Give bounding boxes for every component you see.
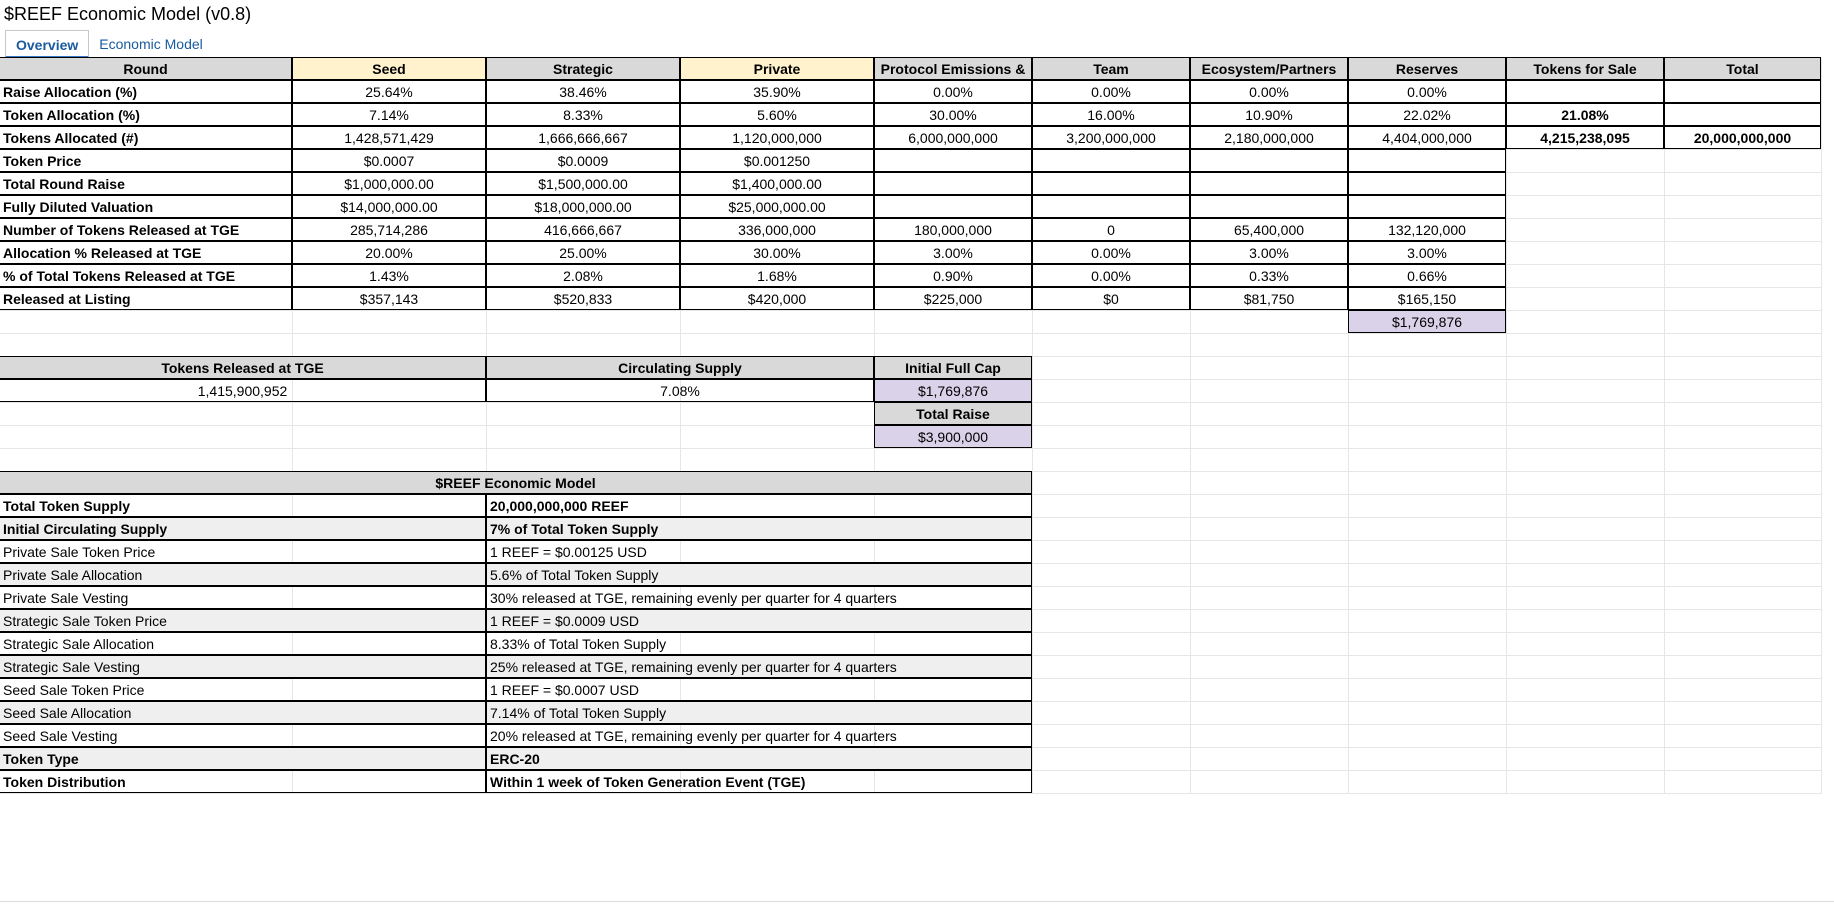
table-cell[interactable]: 4,215,238,095 bbox=[1506, 126, 1664, 149]
column-header[interactable]: Seed bbox=[292, 57, 486, 80]
empty-cell[interactable] bbox=[875, 449, 1033, 472]
empty-cell[interactable] bbox=[293, 426, 487, 449]
table-cell[interactable]: 22.02% bbox=[1348, 103, 1506, 126]
row-label[interactable]: Token Allocation (%) bbox=[0, 103, 292, 126]
empty-cell[interactable] bbox=[487, 334, 681, 357]
empty-cell[interactable] bbox=[1507, 518, 1665, 541]
empty-cell[interactable] bbox=[1191, 771, 1349, 794]
tab-overview[interactable]: Overview bbox=[5, 30, 89, 58]
table-cell[interactable]: 0.90% bbox=[874, 264, 1032, 287]
empty-cell[interactable] bbox=[1033, 357, 1191, 380]
empty-cell[interactable] bbox=[875, 334, 1033, 357]
table-cell[interactable] bbox=[1190, 172, 1348, 195]
empty-cell[interactable] bbox=[487, 449, 681, 472]
sheet-bottom-divider bbox=[0, 901, 1834, 902]
table-cell[interactable]: 0.00% bbox=[1348, 80, 1506, 103]
empty-cell[interactable] bbox=[1349, 771, 1507, 794]
empty-cell[interactable] bbox=[1033, 426, 1191, 449]
empty-cell[interactable] bbox=[0, 334, 293, 357]
empty-cell[interactable] bbox=[1665, 288, 1822, 311]
table-cell[interactable]: 0.00% bbox=[1032, 241, 1190, 264]
empty-cell[interactable] bbox=[1033, 495, 1191, 518]
empty-cell[interactable] bbox=[1349, 587, 1507, 610]
empty-cell[interactable] bbox=[487, 403, 681, 426]
table-cell[interactable] bbox=[1190, 195, 1348, 218]
row-label[interactable]: Tokens Allocated (#) bbox=[0, 126, 292, 149]
table-cell[interactable] bbox=[874, 149, 1032, 172]
table-cell[interactable]: $0 bbox=[1032, 287, 1190, 310]
table-cell[interactable]: 20,000,000,000 bbox=[1664, 126, 1821, 149]
empty-cell[interactable] bbox=[1191, 725, 1349, 748]
table-cell[interactable]: $0.0009 bbox=[486, 149, 680, 172]
econ-row-value[interactable]: 1 REEF = $0.0007 USD bbox=[486, 678, 1032, 701]
empty-cell[interactable] bbox=[1665, 748, 1822, 771]
empty-cell[interactable] bbox=[1033, 725, 1191, 748]
table-cell[interactable]: 1,428,571,429 bbox=[292, 126, 486, 149]
table-cell[interactable]: 1,666,666,667 bbox=[486, 126, 680, 149]
table-cell[interactable] bbox=[1664, 103, 1821, 126]
empty-cell[interactable] bbox=[1507, 495, 1665, 518]
column-header[interactable]: Ecosystem/Partners bbox=[1190, 57, 1348, 80]
empty-cell[interactable] bbox=[1507, 702, 1665, 725]
empty-cell[interactable] bbox=[1507, 472, 1665, 495]
table-cell[interactable]: 3.00% bbox=[874, 241, 1032, 264]
empty-cell[interactable] bbox=[1349, 472, 1507, 495]
table-cell[interactable]: 132,120,000 bbox=[1348, 218, 1506, 241]
table-cell[interactable] bbox=[1190, 149, 1348, 172]
empty-cell[interactable] bbox=[1191, 541, 1349, 564]
table-cell[interactable]: 0.00% bbox=[874, 80, 1032, 103]
econ-row-value[interactable]: 25% released at TGE, remaining evenly per quarter for 4 quarters bbox=[486, 655, 1032, 678]
empty-cell[interactable] bbox=[1191, 656, 1349, 679]
empty-cell[interactable] bbox=[1033, 403, 1191, 426]
econ-row-label[interactable]: Private Sale Allocation bbox=[0, 563, 486, 586]
table-cell[interactable]: $1,400,000.00 bbox=[680, 172, 874, 195]
tokens-released-header[interactable]: Tokens Released at TGE bbox=[0, 356, 486, 379]
empty-cell[interactable] bbox=[1507, 403, 1665, 426]
empty-cell[interactable] bbox=[1191, 610, 1349, 633]
empty-cell[interactable] bbox=[1665, 403, 1822, 426]
empty-cell[interactable] bbox=[1191, 357, 1349, 380]
econ-row-label[interactable]: Initial Circulating Supply bbox=[0, 517, 486, 540]
table-cell[interactable]: 3,200,000,000 bbox=[1032, 126, 1190, 149]
econ-row-value[interactable]: 5.6% of Total Token Supply bbox=[486, 563, 1032, 586]
empty-cell[interactable] bbox=[1033, 656, 1191, 679]
empty-cell[interactable] bbox=[1033, 380, 1191, 403]
column-header[interactable]: Total bbox=[1664, 57, 1821, 80]
table-cell[interactable]: $225,000 bbox=[874, 287, 1032, 310]
table-cell[interactable] bbox=[1032, 195, 1190, 218]
empty-cell[interactable] bbox=[1507, 426, 1665, 449]
empty-cell[interactable] bbox=[681, 403, 875, 426]
table-cell[interactable]: 1.43% bbox=[292, 264, 486, 287]
empty-cell[interactable] bbox=[1665, 357, 1822, 380]
econ-row-value[interactable]: 7% of Total Token Supply bbox=[486, 517, 1032, 540]
econ-row-value[interactable]: 7.14% of Total Token Supply bbox=[486, 701, 1032, 724]
empty-cell[interactable] bbox=[1349, 610, 1507, 633]
table-cell[interactable]: $14,000,000.00 bbox=[292, 195, 486, 218]
empty-cell[interactable] bbox=[293, 403, 487, 426]
empty-cell[interactable] bbox=[1665, 426, 1822, 449]
initial-full-cap-header[interactable]: Initial Full Cap bbox=[874, 356, 1032, 379]
table-cell[interactable]: 25.00% bbox=[486, 241, 680, 264]
table-cell[interactable]: 416,666,667 bbox=[486, 218, 680, 241]
empty-cell[interactable] bbox=[1191, 679, 1349, 702]
empty-cell[interactable] bbox=[1033, 610, 1191, 633]
empty-cell[interactable] bbox=[1349, 725, 1507, 748]
table-cell[interactable]: $165,150 bbox=[1348, 287, 1506, 310]
table-cell[interactable]: 38.46% bbox=[486, 80, 680, 103]
empty-cell[interactable] bbox=[0, 403, 293, 426]
row-label[interactable]: Fully Diluted Valuation bbox=[0, 195, 292, 218]
table-cell[interactable]: 1.68% bbox=[680, 264, 874, 287]
table-cell[interactable]: $0.0007 bbox=[292, 149, 486, 172]
table-cell[interactable]: 10.90% bbox=[1190, 103, 1348, 126]
table-cell[interactable] bbox=[1664, 80, 1821, 103]
empty-cell[interactable] bbox=[293, 311, 487, 334]
empty-cell[interactable] bbox=[1507, 633, 1665, 656]
empty-cell[interactable] bbox=[1507, 357, 1665, 380]
empty-cell[interactable] bbox=[1349, 449, 1507, 472]
empty-cell[interactable] bbox=[1665, 242, 1822, 265]
column-header[interactable]: Protocol Emissions & bbox=[874, 57, 1032, 80]
empty-cell[interactable] bbox=[1507, 380, 1665, 403]
empty-cell[interactable] bbox=[1507, 173, 1665, 196]
empty-cell[interactable] bbox=[1349, 748, 1507, 771]
table-cell[interactable]: 285,714,286 bbox=[292, 218, 486, 241]
sheet-tabs bbox=[5, 30, 213, 58]
table-cell[interactable]: 20.00% bbox=[292, 241, 486, 264]
empty-cell[interactable] bbox=[1507, 219, 1665, 242]
empty-cell[interactable] bbox=[1349, 495, 1507, 518]
column-header[interactable]: Round bbox=[0, 57, 292, 80]
initial-full-cap-value[interactable]: $1,769,876 bbox=[874, 379, 1032, 402]
empty-cell[interactable] bbox=[1033, 587, 1191, 610]
empty-cell[interactable] bbox=[1191, 518, 1349, 541]
empty-cell[interactable] bbox=[1507, 771, 1665, 794]
empty-cell[interactable] bbox=[1665, 449, 1822, 472]
table-cell[interactable]: 65,400,000 bbox=[1190, 218, 1348, 241]
table-cell[interactable]: 2.08% bbox=[486, 264, 680, 287]
empty-cell[interactable] bbox=[1033, 449, 1191, 472]
empty-cell[interactable] bbox=[1665, 610, 1822, 633]
empty-cell[interactable] bbox=[1665, 334, 1822, 357]
table-cell[interactable]: 0.00% bbox=[1032, 264, 1190, 287]
empty-cell[interactable] bbox=[1033, 771, 1191, 794]
econ-row-label[interactable]: Strategic Sale Allocation bbox=[0, 632, 486, 655]
row-label[interactable]: Released at Listing bbox=[0, 287, 292, 310]
econ-row-label[interactable]: Total Token Supply bbox=[0, 494, 486, 517]
empty-cell[interactable] bbox=[1349, 541, 1507, 564]
econ-row-value[interactable]: 20,000,000,000 REEF bbox=[486, 494, 1032, 517]
empty-cell[interactable] bbox=[681, 311, 875, 334]
empty-cell[interactable] bbox=[1191, 334, 1349, 357]
empty-cell[interactable] bbox=[1665, 219, 1822, 242]
empty-cell[interactable] bbox=[1507, 725, 1665, 748]
econ-row-label[interactable]: Private Sale Token Price bbox=[0, 540, 486, 563]
column-header[interactable]: Private bbox=[680, 57, 874, 80]
empty-cell[interactable] bbox=[1665, 702, 1822, 725]
econ-row-label[interactable]: Token Distribution bbox=[0, 770, 486, 793]
table-cell[interactable]: 35.90% bbox=[680, 80, 874, 103]
table-cell[interactable] bbox=[874, 172, 1032, 195]
row-label[interactable]: Total Round Raise bbox=[0, 172, 292, 195]
empty-cell[interactable] bbox=[1191, 380, 1349, 403]
empty-cell[interactable] bbox=[487, 311, 681, 334]
empty-cell[interactable] bbox=[1191, 587, 1349, 610]
empty-cell[interactable] bbox=[487, 426, 681, 449]
row-label[interactable]: Allocation % Released at TGE bbox=[0, 241, 292, 264]
spreadsheet-grid bbox=[0, 58, 1824, 798]
table-cell[interactable]: $357,143 bbox=[292, 287, 486, 310]
table-cell[interactable]: $81,750 bbox=[1190, 287, 1348, 310]
empty-cell[interactable] bbox=[1507, 265, 1665, 288]
empty-cell[interactable] bbox=[1191, 633, 1349, 656]
empty-cell[interactable] bbox=[0, 449, 293, 472]
circulating-supply-value[interactable]: 7.08% bbox=[486, 379, 874, 402]
table-cell[interactable]: 0.00% bbox=[1190, 80, 1348, 103]
table-cell[interactable]: 8.33% bbox=[486, 103, 680, 126]
table-cell[interactable]: 21.08% bbox=[1506, 103, 1664, 126]
empty-cell[interactable] bbox=[1507, 334, 1665, 357]
table-cell[interactable]: $25,000,000.00 bbox=[680, 195, 874, 218]
empty-cell[interactable] bbox=[1665, 633, 1822, 656]
row-label[interactable]: Token Price bbox=[0, 149, 292, 172]
empty-cell[interactable] bbox=[1507, 541, 1665, 564]
empty-cell[interactable] bbox=[1349, 564, 1507, 587]
empty-cell[interactable] bbox=[1665, 196, 1822, 219]
total-raise-value[interactable]: $3,900,000 bbox=[874, 425, 1032, 448]
empty-cell[interactable] bbox=[1665, 173, 1822, 196]
table-cell[interactable]: $520,833 bbox=[486, 287, 680, 310]
table-cell[interactable] bbox=[1348, 149, 1506, 172]
row-label[interactable]: Raise Allocation (%) bbox=[0, 80, 292, 103]
empty-cell[interactable] bbox=[1349, 518, 1507, 541]
econ-row-value[interactable]: 30% released at TGE, remaining evenly per quarter for 4 quarters bbox=[486, 586, 1032, 609]
empty-cell[interactable] bbox=[1665, 564, 1822, 587]
empty-cell[interactable] bbox=[1191, 564, 1349, 587]
econ-row-label[interactable]: Strategic Sale Vesting bbox=[0, 655, 486, 678]
empty-cell[interactable] bbox=[1033, 518, 1191, 541]
econ-row-label[interactable]: Seed Sale Vesting bbox=[0, 724, 486, 747]
table-cell[interactable]: $1,500,000.00 bbox=[486, 172, 680, 195]
table-cell[interactable]: $1,000,000.00 bbox=[292, 172, 486, 195]
empty-cell[interactable] bbox=[293, 449, 487, 472]
empty-cell[interactable] bbox=[293, 334, 487, 357]
table-cell[interactable]: 0.66% bbox=[1348, 264, 1506, 287]
column-header[interactable]: Tokens for Sale bbox=[1506, 57, 1664, 80]
empty-cell[interactable] bbox=[1507, 196, 1665, 219]
table-cell[interactable]: 7.14% bbox=[292, 103, 486, 126]
table-cell[interactable]: 2,180,000,000 bbox=[1190, 126, 1348, 149]
empty-cell[interactable] bbox=[1665, 265, 1822, 288]
table-cell[interactable] bbox=[1032, 149, 1190, 172]
table-cell[interactable]: $18,000,000.00 bbox=[486, 195, 680, 218]
table-cell[interactable]: 3.00% bbox=[1348, 241, 1506, 264]
circulating-supply-header[interactable]: Circulating Supply bbox=[486, 356, 874, 379]
empty-cell[interactable] bbox=[1191, 403, 1349, 426]
empty-cell[interactable] bbox=[1191, 702, 1349, 725]
econ-row-value[interactable]: ERC-20 bbox=[486, 747, 1032, 770]
empty-cell[interactable] bbox=[1665, 380, 1822, 403]
empty-cell[interactable] bbox=[1665, 541, 1822, 564]
table-cell[interactable] bbox=[1348, 172, 1506, 195]
empty-cell[interactable] bbox=[681, 426, 875, 449]
empty-cell[interactable] bbox=[1033, 472, 1191, 495]
empty-cell[interactable] bbox=[1349, 633, 1507, 656]
table-cell[interactable]: $0.001250 bbox=[680, 149, 874, 172]
empty-cell[interactable] bbox=[1665, 472, 1822, 495]
table-cell[interactable] bbox=[874, 195, 1032, 218]
econ-row-label[interactable]: Seed Sale Token Price bbox=[0, 678, 486, 701]
table-cell[interactable]: 3.00% bbox=[1190, 241, 1348, 264]
econ-row-value[interactable]: 20% released at TGE, remaining evenly per quarter for 4 quarters bbox=[486, 724, 1032, 747]
empty-cell[interactable] bbox=[681, 449, 875, 472]
empty-cell[interactable] bbox=[681, 334, 875, 357]
empty-cell[interactable] bbox=[1349, 426, 1507, 449]
econ-row-label[interactable]: Seed Sale Allocation bbox=[0, 701, 486, 724]
empty-cell[interactable] bbox=[1507, 242, 1665, 265]
empty-cell[interactable] bbox=[1033, 564, 1191, 587]
empty-cell[interactable] bbox=[1349, 679, 1507, 702]
table-cell[interactable]: 0 bbox=[1032, 218, 1190, 241]
empty-cell[interactable] bbox=[1507, 748, 1665, 771]
empty-cell[interactable] bbox=[1191, 748, 1349, 771]
table-cell[interactable]: 0.00% bbox=[1032, 80, 1190, 103]
tokens-released-value[interactable]: 1,415,900,952 bbox=[0, 379, 486, 402]
table-cell[interactable]: 30.00% bbox=[680, 241, 874, 264]
empty-cell[interactable] bbox=[1665, 518, 1822, 541]
empty-cell[interactable] bbox=[1349, 380, 1507, 403]
empty-cell[interactable] bbox=[1349, 334, 1507, 357]
table-cell[interactable]: $420,000 bbox=[680, 287, 874, 310]
econ-model-title[interactable]: $REEF Economic Model bbox=[0, 471, 1032, 494]
column-header[interactable]: Reserves bbox=[1348, 57, 1506, 80]
document-title: $REEF Economic Model (v0.8) bbox=[4, 4, 252, 24]
empty-cell[interactable] bbox=[1191, 311, 1349, 334]
table-cell[interactable] bbox=[1506, 80, 1664, 103]
table-cell[interactable]: 25.64% bbox=[292, 80, 486, 103]
econ-row-value[interactable]: 8.33% of Total Token Supply bbox=[486, 632, 1032, 655]
empty-cell[interactable] bbox=[1349, 702, 1507, 725]
empty-cell[interactable] bbox=[1033, 541, 1191, 564]
empty-cell[interactable] bbox=[1507, 564, 1665, 587]
empty-cell[interactable] bbox=[1033, 633, 1191, 656]
column-header[interactable]: Team bbox=[1032, 57, 1190, 80]
empty-cell[interactable] bbox=[1507, 288, 1665, 311]
empty-cell[interactable] bbox=[1507, 587, 1665, 610]
econ-row-value[interactable]: Within 1 week of Token Generation Event (TGE) bbox=[486, 770, 1032, 793]
empty-cell[interactable] bbox=[875, 311, 1033, 334]
empty-cell[interactable] bbox=[1349, 656, 1507, 679]
econ-row-label[interactable]: Private Sale Vesting bbox=[0, 586, 486, 609]
table-cell[interactable]: 30.00% bbox=[874, 103, 1032, 126]
empty-cell[interactable] bbox=[1349, 403, 1507, 426]
econ-row-value[interactable]: 1 REEF = $0.0009 USD bbox=[486, 609, 1032, 632]
empty-cell[interactable] bbox=[1033, 334, 1191, 357]
table-cell[interactable]: 5.60% bbox=[680, 103, 874, 126]
empty-cell[interactable] bbox=[1191, 495, 1349, 518]
empty-cell[interactable] bbox=[1191, 449, 1349, 472]
empty-cell[interactable] bbox=[1507, 150, 1665, 173]
empty-cell[interactable] bbox=[1665, 725, 1822, 748]
empty-cell[interactable] bbox=[1507, 311, 1665, 334]
listing-total-cell[interactable]: $1,769,876 bbox=[1348, 310, 1506, 333]
econ-row-label[interactable]: Strategic Sale Token Price bbox=[0, 609, 486, 632]
empty-cell[interactable] bbox=[1507, 449, 1665, 472]
table-cell[interactable]: 6,000,000,000 bbox=[874, 126, 1032, 149]
empty-cell[interactable] bbox=[1665, 150, 1822, 173]
table-cell[interactable]: 1,120,000,000 bbox=[680, 126, 874, 149]
table-cell[interactable]: 180,000,000 bbox=[874, 218, 1032, 241]
total-raise-header[interactable]: Total Raise bbox=[874, 402, 1032, 425]
table-cell[interactable]: 4,404,000,000 bbox=[1348, 126, 1506, 149]
empty-cell[interactable] bbox=[1033, 679, 1191, 702]
econ-row-value[interactable]: 1 REEF = $0.00125 USD bbox=[486, 540, 1032, 563]
empty-cell[interactable] bbox=[1665, 311, 1822, 334]
empty-cell[interactable] bbox=[0, 426, 293, 449]
empty-cell[interactable] bbox=[0, 311, 293, 334]
empty-cell[interactable] bbox=[1665, 656, 1822, 679]
empty-cell[interactable] bbox=[1033, 311, 1191, 334]
empty-cell[interactable] bbox=[1349, 357, 1507, 380]
empty-cell[interactable] bbox=[1665, 679, 1822, 702]
row-label[interactable]: Number of Tokens Released at TGE bbox=[0, 218, 292, 241]
table-cell[interactable] bbox=[1032, 172, 1190, 195]
empty-cell[interactable] bbox=[1191, 472, 1349, 495]
empty-cell[interactable] bbox=[1665, 587, 1822, 610]
empty-cell[interactable] bbox=[1033, 748, 1191, 771]
table-cell[interactable]: 16.00% bbox=[1032, 103, 1190, 126]
tab-economic-model[interactable]: Economic Model bbox=[99, 36, 203, 52]
empty-cell[interactable] bbox=[1665, 771, 1822, 794]
empty-cell[interactable] bbox=[1665, 495, 1822, 518]
econ-row-label[interactable]: Token Type bbox=[0, 747, 486, 770]
table-cell[interactable] bbox=[1348, 195, 1506, 218]
row-label[interactable]: % of Total Tokens Released at TGE bbox=[0, 264, 292, 287]
empty-cell[interactable] bbox=[1191, 426, 1349, 449]
column-header[interactable]: Strategic bbox=[486, 57, 680, 80]
table-cell[interactable]: 336,000,000 bbox=[680, 218, 874, 241]
empty-cell[interactable] bbox=[1507, 679, 1665, 702]
table-cell[interactable]: 0.33% bbox=[1190, 264, 1348, 287]
empty-cell[interactable] bbox=[1507, 610, 1665, 633]
empty-cell[interactable] bbox=[1033, 702, 1191, 725]
empty-cell[interactable] bbox=[1507, 656, 1665, 679]
